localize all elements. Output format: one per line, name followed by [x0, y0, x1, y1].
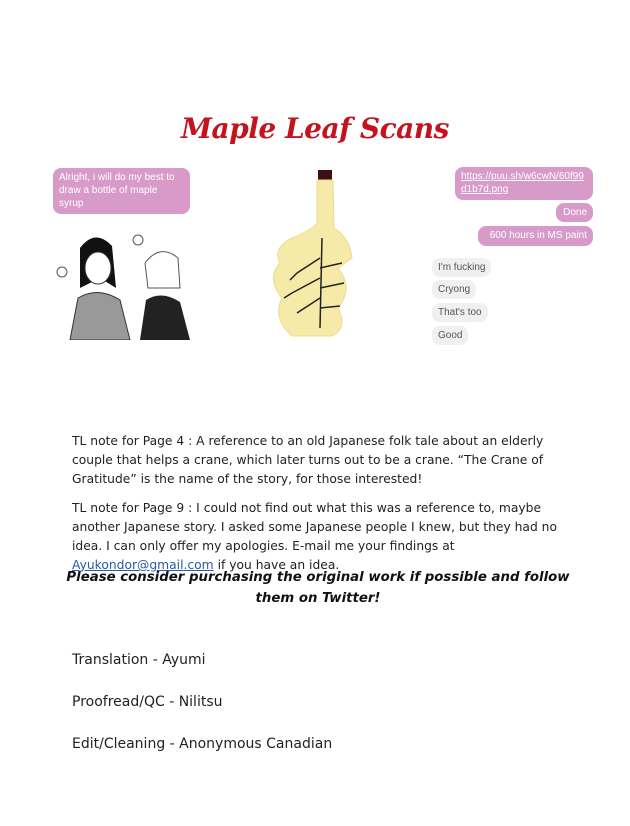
email-link[interactable]: Ayukondor@gmail.com — [72, 558, 214, 572]
credit-edit-cleaning: Edit/Cleaning - Anonymous Canadian — [72, 736, 333, 752]
two-girls-illustration — [50, 228, 202, 340]
reply-bubble: Good — [432, 326, 468, 345]
group-logo-title: Maple Leaf Scans — [181, 112, 449, 145]
tl-note-page-4: TL note for Page 4 : A reference to an old Japanese folk tale about an elderly couple that helps a crane, which later turns out to be a crane. “The Crane of Gratitude” is the name of the story, for those interested! — [72, 434, 544, 486]
chat-bubble-link — [455, 167, 593, 200]
tl-note-page-9-tail: if you have an idea. — [213, 558, 340, 572]
support-original-notice: Please consider purchasing the original work if possible and follow them on Twitter! — [66, 570, 570, 606]
chat-bubble-done: Done — [556, 203, 593, 222]
credit-proofread: Proofread/QC - Nilitsu — [72, 694, 223, 710]
tl-note-page-9-text: TL note for Page 9 : I could not find out what this was a reference to, maybe another Japanese story. I asked some Japanese people I knew, but they had no idea. I can only offer my apologies. E-mail me your findings at — [72, 501, 557, 553]
maple-syrup-bottle-drawing — [262, 168, 358, 340]
tl-note-page-9 — [72, 499, 572, 575]
image-link[interactable]: https://puu.sh/w6cwN/60f99d1b7d.png — [461, 171, 584, 195]
reply-bubble: Cryong — [432, 280, 476, 299]
chat-bubble-ms-paint: 600 hours in MS paint — [478, 226, 593, 246]
reply-bubble: That's too — [432, 303, 488, 322]
credit-translation: Translation - Ayumi — [72, 652, 206, 668]
chat-bubble-left: Alright, i will do my best to draw a bottle of maple syrup — [53, 168, 190, 214]
reply-bubble: I'm fucking — [432, 258, 491, 277]
